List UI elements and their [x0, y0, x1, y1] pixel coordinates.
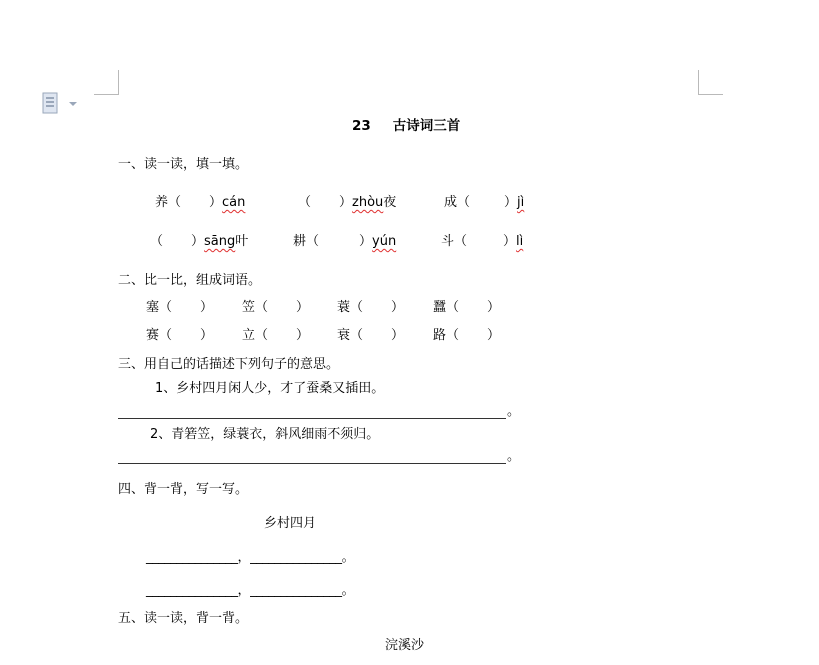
question-2: 2、青箬笠，绿蓑衣，斜风细雨不须归。	[150, 427, 380, 442]
section-2-heading: 二、比一比，组成词语。	[118, 273, 262, 288]
section-5-heading: 五、读一读，背一背。	[118, 611, 249, 626]
lesson-title	[352, 118, 460, 134]
section-3-heading: 三、用自己的话描述下列句子的意思。	[118, 357, 340, 372]
word-item: 路（ ）	[433, 328, 501, 343]
word-item: 笠（ ）	[242, 300, 310, 315]
word-item: 塞（ ）	[146, 300, 214, 315]
fill-in-line[interactable]: _______________，_______________。	[146, 550, 355, 565]
word-item: 蠶（ ）	[433, 300, 501, 315]
page-corner-top-right	[698, 70, 723, 95]
lesson-number: 23	[352, 118, 371, 134]
poem-title: 乡村四月	[264, 516, 317, 531]
section-4-heading: 四、背一背，写一写。	[118, 482, 249, 497]
lesson-name: 古诗词三首	[392, 118, 461, 134]
pinyin-item: 斗（ ）lì	[441, 234, 524, 249]
word-item: 赛（ ）	[146, 328, 214, 343]
answer-line[interactable]	[118, 418, 506, 419]
pinyin-item: （ ）zhòu夜	[298, 195, 397, 210]
answer-period: 。	[507, 449, 521, 464]
pinyin-item: （ ）sāng叶	[150, 234, 249, 249]
answer-period: 。	[507, 404, 521, 419]
word-item: 立（ ）	[242, 328, 310, 343]
paste-options-icon[interactable]	[42, 92, 82, 116]
pinyin-item: 成（ ）jì	[444, 195, 525, 210]
pinyin-item: 养（ ）cán	[155, 195, 246, 210]
pinyin-item: 耕（ ）yún	[293, 234, 397, 249]
page-corner-top-left	[94, 70, 119, 95]
question-1: 1、乡村四月闲人少，才了蚕桑又插田。	[155, 381, 385, 396]
word-item: 蓑（ ）	[337, 300, 405, 315]
section-1-heading: 一、读一读，填一填。	[118, 157, 249, 172]
answer-line[interactable]	[118, 463, 506, 464]
word-item: 衰（ ）	[337, 328, 405, 343]
poem-title: 浣溪沙	[385, 638, 425, 653]
fill-in-line[interactable]: _______________，_______________。	[146, 583, 355, 598]
